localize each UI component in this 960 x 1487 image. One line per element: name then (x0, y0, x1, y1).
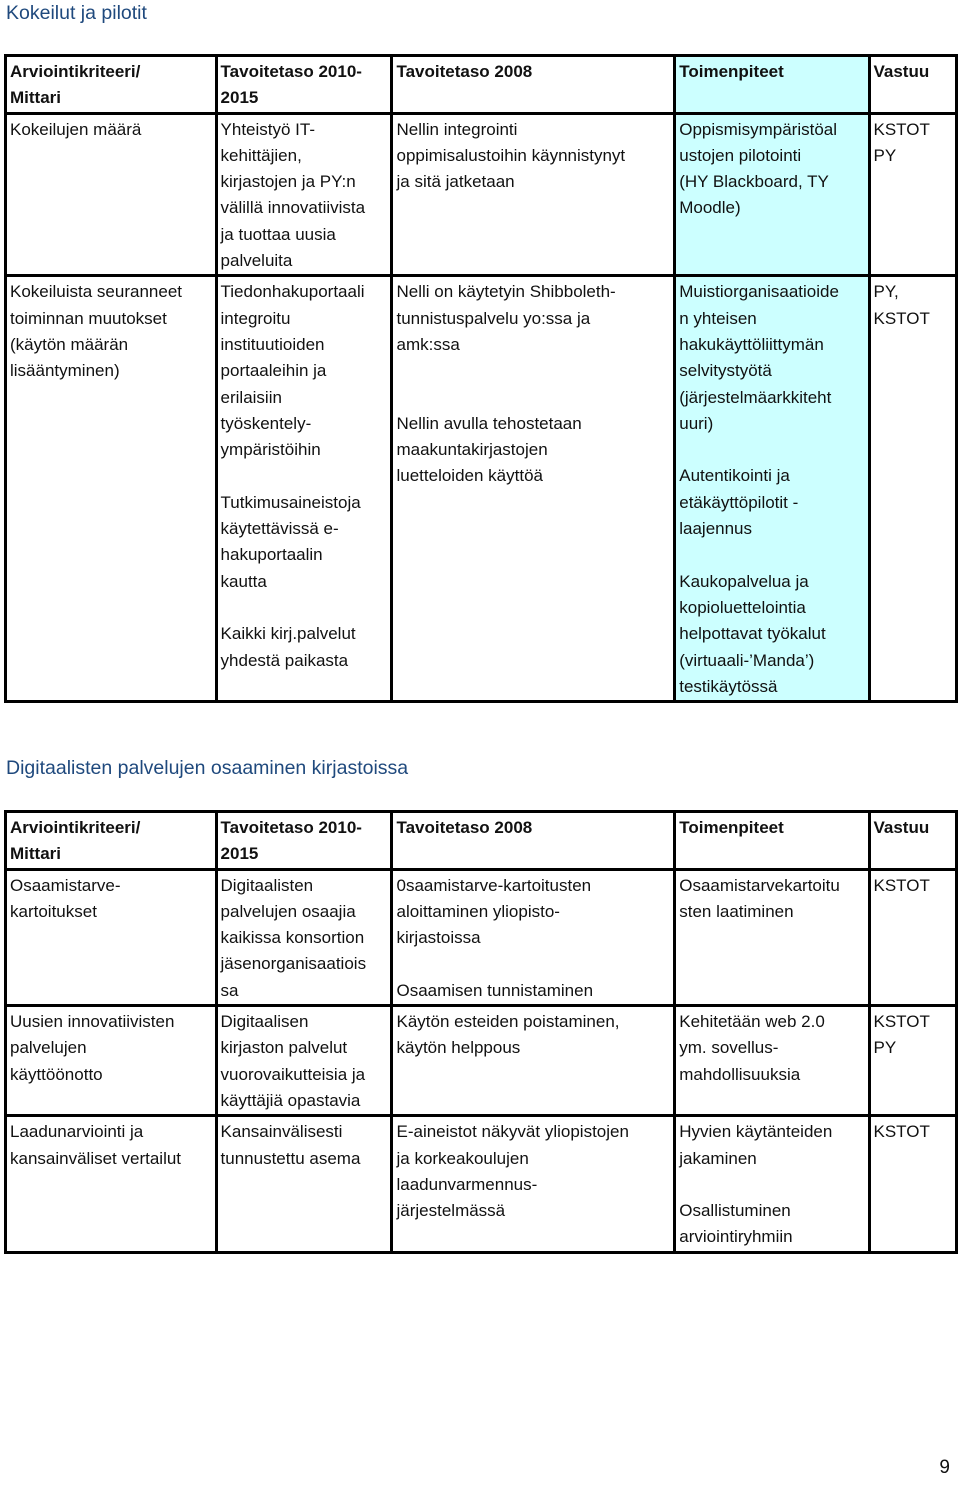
table-row (6, 113, 957, 276)
header-actions: Toimenpiteet (675, 812, 869, 870)
header-target-2015: Tavoitetaso 2010- 2015 (216, 812, 392, 870)
criteria-cell: Kokeiluista seuranneet toiminnan muutokset (käytön määrän lisääntyminen) (6, 276, 217, 702)
target-2008-cell: 0saamistarve-kartoitusten aloittaminen yliopisto- kirjastoissa Osaamisen tunnistaminen (392, 869, 675, 1005)
target-2008-cell: E-aineistot näkyvät yliopistojen ja korkeakoulujen laadunvarmennus- järjestelmässä (392, 1116, 675, 1252)
responsibility-cell: KSTOT PY (869, 1006, 957, 1116)
target-2008-cell: Nellin integrointi oppimisalustoihin käynnistynyt ja sitä jatketaan (392, 113, 675, 276)
actions-cell: Muistiorganisaatioide n yhteisen hakukäyttöliittymän selvitystyötä (järjestelmäarkkiteht uuri) Autentikointi ja etäkäyttöpilotit - laajennus Kaukopalvelua ja kopioluettelointia helpottavat työkalut (virtuaali-’Manda’) testikäytössä (675, 276, 869, 702)
table-header-row (6, 56, 957, 114)
criteria-cell: Kokeilujen määrä (6, 113, 217, 276)
responsibility-cell: KSTOT (869, 1116, 957, 1252)
target-2008-cell: Nelli on käytetyin Shibboleth- tunnistuspalvelu yo:ssa ja amk:ssa Nellin avulla tehostetaan maakuntakirjastojen luetteloiden käyttöä (392, 276, 675, 702)
target-2015-cell: Digitaalisen kirjaston palvelut vuorovaikutteisia ja käyttäjiä opastavia (216, 1006, 392, 1116)
target-2015-cell: Kansainvälisesti tunnustettu asema (216, 1116, 392, 1252)
page-number: 9 (939, 1457, 950, 1478)
table-row (6, 1006, 957, 1116)
target-2008-cell: Käytön esteiden poistaminen, käytön helppous (392, 1006, 675, 1116)
actions-cell: Hyvien käytänteiden jakaminen Osallistuminen arviointiryhmiin (675, 1116, 869, 1252)
header-criteria: Arviointikriteeri/ Mittari (6, 56, 217, 114)
table-row (6, 869, 957, 1005)
header-target-2015: Tavoitetaso 2010- 2015 (216, 56, 392, 114)
responsibility-cell: KSTOT PY (869, 113, 957, 276)
table-header-row (6, 812, 957, 870)
responsibility-cell: PY, KSTOT (869, 276, 957, 702)
section-title-pilots: Kokeilut ja pilotit (6, 2, 147, 24)
criteria-cell: Laadunarviointi ja kansainväliset vertailut (6, 1116, 217, 1252)
header-responsibility: Vastuu (869, 56, 957, 114)
header-responsibility: Vastuu (869, 812, 957, 870)
actions-cell: Kehitetään web 2.0 ym. sovellus- mahdollisuuksia (675, 1006, 869, 1116)
criteria-cell: Osaamistarve- kartoitukset (6, 869, 217, 1005)
header-target-2008: Tavoitetaso 2008 (392, 812, 675, 870)
header-target-2008: Tavoitetaso 2008 (392, 56, 675, 114)
criteria-cell: Uusien innovatiivisten palvelujen käyttöönotto (6, 1006, 217, 1116)
actions-cell: Oppismisympäristöal ustojen pilotointi (HY Blackboard, TY Moodle) (675, 113, 869, 276)
target-2015-cell: Yhteistyö IT- kehittäjien, kirjastojen ja PY:n välillä innovatiivista ja tuottaa uusia palveluita (216, 113, 392, 276)
digital-skills-table (4, 810, 958, 1254)
target-2015-cell: Digitaalisten palvelujen osaajia kaikissa konsortion jäsenorganisaatiois sa (216, 869, 392, 1005)
header-actions: Toimenpiteet (675, 56, 869, 114)
pilots-table (4, 54, 958, 703)
table-row (6, 276, 957, 702)
table-row (6, 1116, 957, 1252)
target-2015-cell: Tiedonhakuportaali integroitu instituutioiden portaaleihin ja erilaisiin työskentely- ympäristöihin Tutkimusaineistoja käytettävissä e- hakuportaalin kautta Kaikki kirj.palvelut yhdestä paikasta (216, 276, 392, 702)
responsibility-cell: KSTOT (869, 869, 957, 1005)
header-criteria: Arviointikriteeri/ Mittari (6, 812, 217, 870)
section-title-digital-skills: Digitaalisten palvelujen osaaminen kirjastoissa (6, 757, 409, 779)
actions-cell: Osaamistarvekartoitu sten laatiminen (675, 869, 869, 1005)
